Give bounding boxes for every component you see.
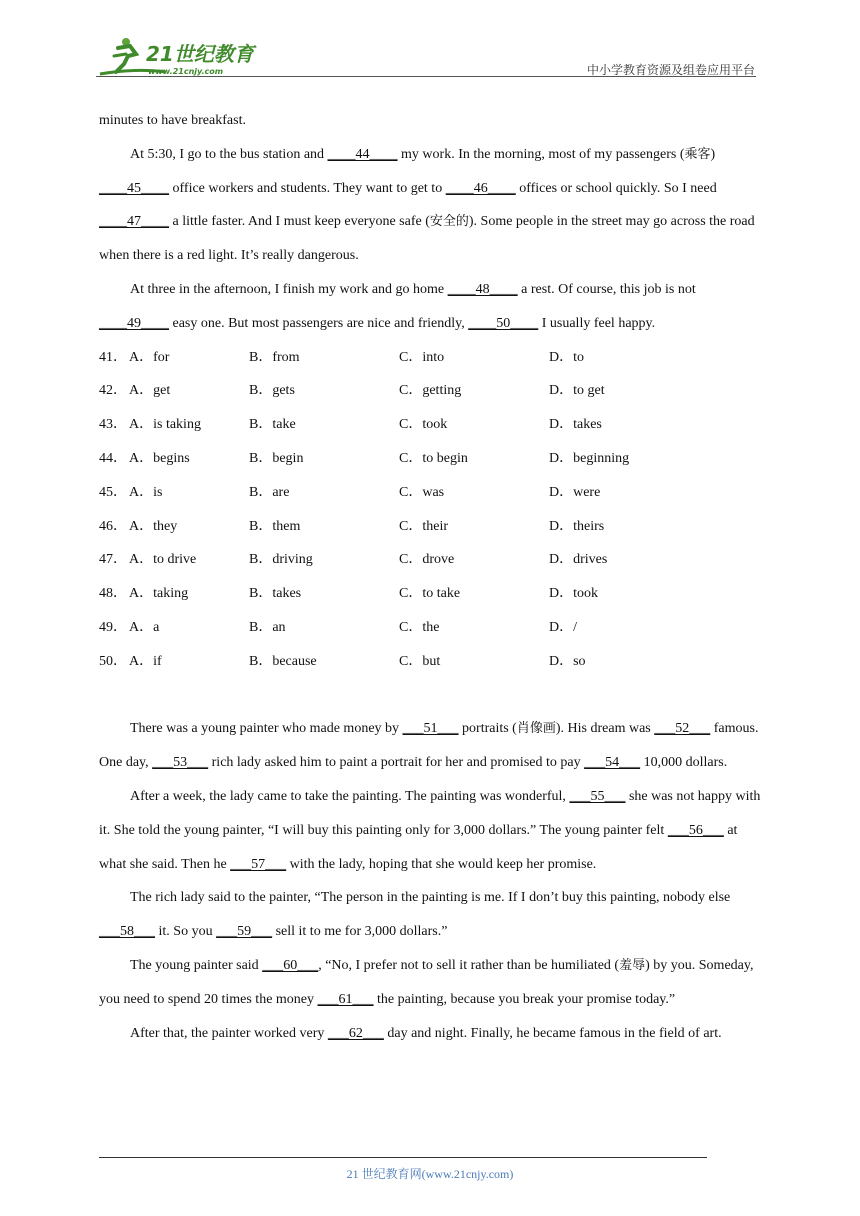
- answer-blank: ___58___: [99, 924, 155, 940]
- option-a: A．is taking: [129, 417, 201, 433]
- option-a: A．begins: [129, 450, 190, 466]
- text-run: 10,000 dollars.: [640, 755, 728, 771]
- answer-blank: ____50____: [468, 315, 539, 331]
- question-row: [99, 341, 767, 375]
- question-row: [99, 408, 767, 442]
- paragraph: [99, 138, 767, 273]
- question-row: [99, 577, 767, 611]
- option-c: C．but: [399, 653, 441, 669]
- option-c: C．their: [399, 518, 448, 534]
- answer-blank: ____44____: [327, 146, 398, 162]
- page-header: [0, 0, 860, 80]
- option-d: D．to get: [549, 383, 605, 399]
- logo-main-text: 21世纪教育: [146, 42, 254, 66]
- answer-blank: ___59___: [216, 924, 273, 940]
- chinese-gloss: 肖像画: [516, 721, 556, 737]
- option-b: B．are: [249, 484, 290, 500]
- chinese-gloss: 羞辱: [619, 957, 646, 973]
- text-run: rich lady asked him to paint a portrait for her and promised to pay: [208, 755, 585, 771]
- question-row: [99, 442, 767, 476]
- answer-blank: ____47____: [99, 214, 169, 230]
- text-run: At three in the afternoon, I finish my work and go home: [130, 281, 448, 297]
- text-run: At 5:30, I go to the bus station and: [130, 146, 328, 162]
- text-run: I usually feel happy.: [538, 315, 656, 331]
- question-number: 44．: [99, 450, 127, 466]
- text-run: the painting, because you break your promise today.”: [373, 991, 676, 1007]
- text-run: at what she said. Then he: [99, 822, 738, 872]
- answer-blank: ____49____: [99, 315, 169, 331]
- question-row: [99, 476, 767, 510]
- option-a: A．for: [129, 349, 170, 365]
- option-b: B．take: [249, 417, 296, 433]
- option-d: D．theirs: [549, 518, 605, 534]
- text-run: easy one. But most passengers are nice and friendly,: [169, 315, 469, 331]
- answer-blank: ____45____: [99, 180, 169, 196]
- answer-blank: ___51___: [402, 721, 459, 737]
- answer-blank: ____46____: [445, 180, 516, 196]
- option-c: C．the: [399, 619, 440, 635]
- question-number: 45．: [99, 484, 127, 500]
- logo-url-text: www.21cnjy.com: [148, 67, 224, 76]
- text-run: The rich lady said to the painter, “The person in the painting is me. If I don’t buy this painting, nobody else: [130, 890, 731, 906]
- paragraph: [99, 712, 767, 780]
- option-b: B．takes: [249, 586, 302, 602]
- option-d: D．so: [549, 653, 586, 669]
- option-c: C．into: [399, 349, 445, 365]
- chinese-gloss: 乘客: [684, 146, 711, 162]
- text-run: sell it to me for 3,000 dollars.”: [272, 924, 448, 940]
- text-run: day and night. Finally, he became famous in the field of art.: [383, 1025, 722, 1041]
- text-run: portraits (: [458, 721, 517, 737]
- text-run: ): [710, 146, 716, 162]
- option-a: A．get: [129, 383, 171, 399]
- paragraph: [99, 949, 767, 1017]
- question-number: 50．: [99, 653, 127, 669]
- text-run: it. So you: [155, 924, 217, 940]
- text-run: famous. One day,: [99, 721, 759, 771]
- option-c: C．took: [399, 417, 448, 433]
- option-b: B．begin: [249, 450, 304, 466]
- option-d: D．drives: [549, 552, 608, 568]
- question-row: [99, 510, 767, 544]
- paragraph: [99, 1017, 767, 1051]
- text-run: with the lady, hoping that she would keep her promise.: [286, 856, 597, 872]
- options-list: [99, 341, 767, 679]
- question-number: 43．: [99, 417, 127, 433]
- option-a: A．they: [129, 518, 178, 534]
- option-a: A．is: [129, 484, 163, 500]
- text-run: ) by you. Someday, you need to spend 20 times the money: [99, 957, 754, 1007]
- option-d: D．takes: [549, 417, 602, 433]
- option-c: C．drove: [399, 552, 455, 568]
- option-a: A．if: [129, 653, 162, 669]
- option-d: D．beginning: [549, 450, 630, 466]
- text-run: After that, the painter worked very: [130, 1025, 328, 1041]
- question-row: [99, 543, 767, 577]
- question-row: [99, 611, 767, 645]
- text-run: minutes to have breakfast.: [99, 113, 246, 128]
- paragraph: [99, 273, 767, 341]
- option-d: D．took: [549, 586, 598, 602]
- answer-blank: ___60___: [262, 957, 319, 973]
- option-c: C．to take: [399, 586, 461, 602]
- header-divider: [96, 76, 756, 77]
- answer-blank: ___61___: [317, 991, 374, 1007]
- option-d: D．/: [549, 619, 577, 635]
- option-d: D．were: [549, 484, 601, 500]
- text-run: office workers and students. They want to get to: [169, 180, 446, 196]
- platform-name: 中小学教育资源及组卷应用平台: [586, 63, 755, 77]
- text-run: ). His dream was: [555, 721, 655, 737]
- option-b: B．an: [249, 619, 286, 635]
- question-row: [99, 374, 767, 408]
- text-run: ). Some people in the street may go across the road when there is a red light. It’s really dangerous.: [99, 214, 755, 264]
- text-run: my work. In the morning, most of my passengers (: [397, 146, 685, 162]
- option-c: C．getting: [399, 383, 462, 399]
- answer-blank: ___57___: [230, 856, 287, 872]
- option-b: B．gets: [249, 383, 295, 399]
- text-run: she was not happy with it. She told the young painter, “I will buy this painting only for 3,000 dollars.” The young painter felt: [99, 788, 761, 838]
- answer-blank: ___52___: [654, 721, 711, 737]
- question-number: 49．: [99, 619, 127, 635]
- question-row: [99, 645, 767, 679]
- section-gap: [99, 679, 767, 713]
- passage-two: [99, 712, 767, 1050]
- text-run: a little faster. And I must keep everyone safe (: [169, 214, 430, 230]
- option-a: A．a: [129, 619, 160, 635]
- text-run: , “No, I prefer not to sell it rather than be humiliated (: [318, 957, 620, 973]
- option-c: C．was: [399, 484, 445, 500]
- question-number: 48．: [99, 586, 127, 602]
- option-c: C．to begin: [399, 450, 468, 466]
- option-b: B．them: [249, 518, 301, 534]
- answer-blank: ___54___: [584, 755, 641, 771]
- text-run: After a week, the lady came to take the painting. The painting was wonderful,: [130, 788, 570, 804]
- answer-blank: ____48____: [447, 281, 518, 297]
- text-run: offices or school quickly. So I need: [515, 180, 717, 196]
- option-d: D．to: [549, 349, 584, 365]
- question-number: 41．: [99, 349, 127, 365]
- text-run: There was a young painter who made money by: [130, 721, 403, 737]
- site-logo: [96, 34, 266, 78]
- option-b: B．driving: [249, 552, 313, 568]
- page-content: [99, 104, 767, 1050]
- question-number: 46．: [99, 518, 127, 534]
- option-b: B．because: [249, 653, 317, 669]
- question-number: 42．: [99, 383, 127, 399]
- paragraph: [99, 104, 767, 138]
- footer-source: 21 世纪教育网(www.21cnjy.com): [346, 1167, 514, 1181]
- option-a: A．to drive: [129, 552, 197, 568]
- chinese-gloss: 安全的: [429, 214, 469, 230]
- question-number: 47．: [99, 552, 127, 568]
- answer-blank: ___56___: [667, 822, 724, 838]
- option-a: A．taking: [129, 586, 189, 602]
- answer-blank: ___55___: [569, 788, 626, 804]
- option-b: B．from: [249, 349, 300, 365]
- paragraph: [99, 881, 767, 949]
- passage-one: [99, 104, 767, 341]
- answer-blank: ___53___: [152, 755, 209, 771]
- text-run: The young painter said: [130, 957, 263, 973]
- answer-blank: ___62___: [327, 1025, 384, 1041]
- footer-divider: [99, 1157, 707, 1158]
- text-run: a rest. Of course, this job is not: [517, 281, 696, 297]
- paragraph: [99, 780, 767, 881]
